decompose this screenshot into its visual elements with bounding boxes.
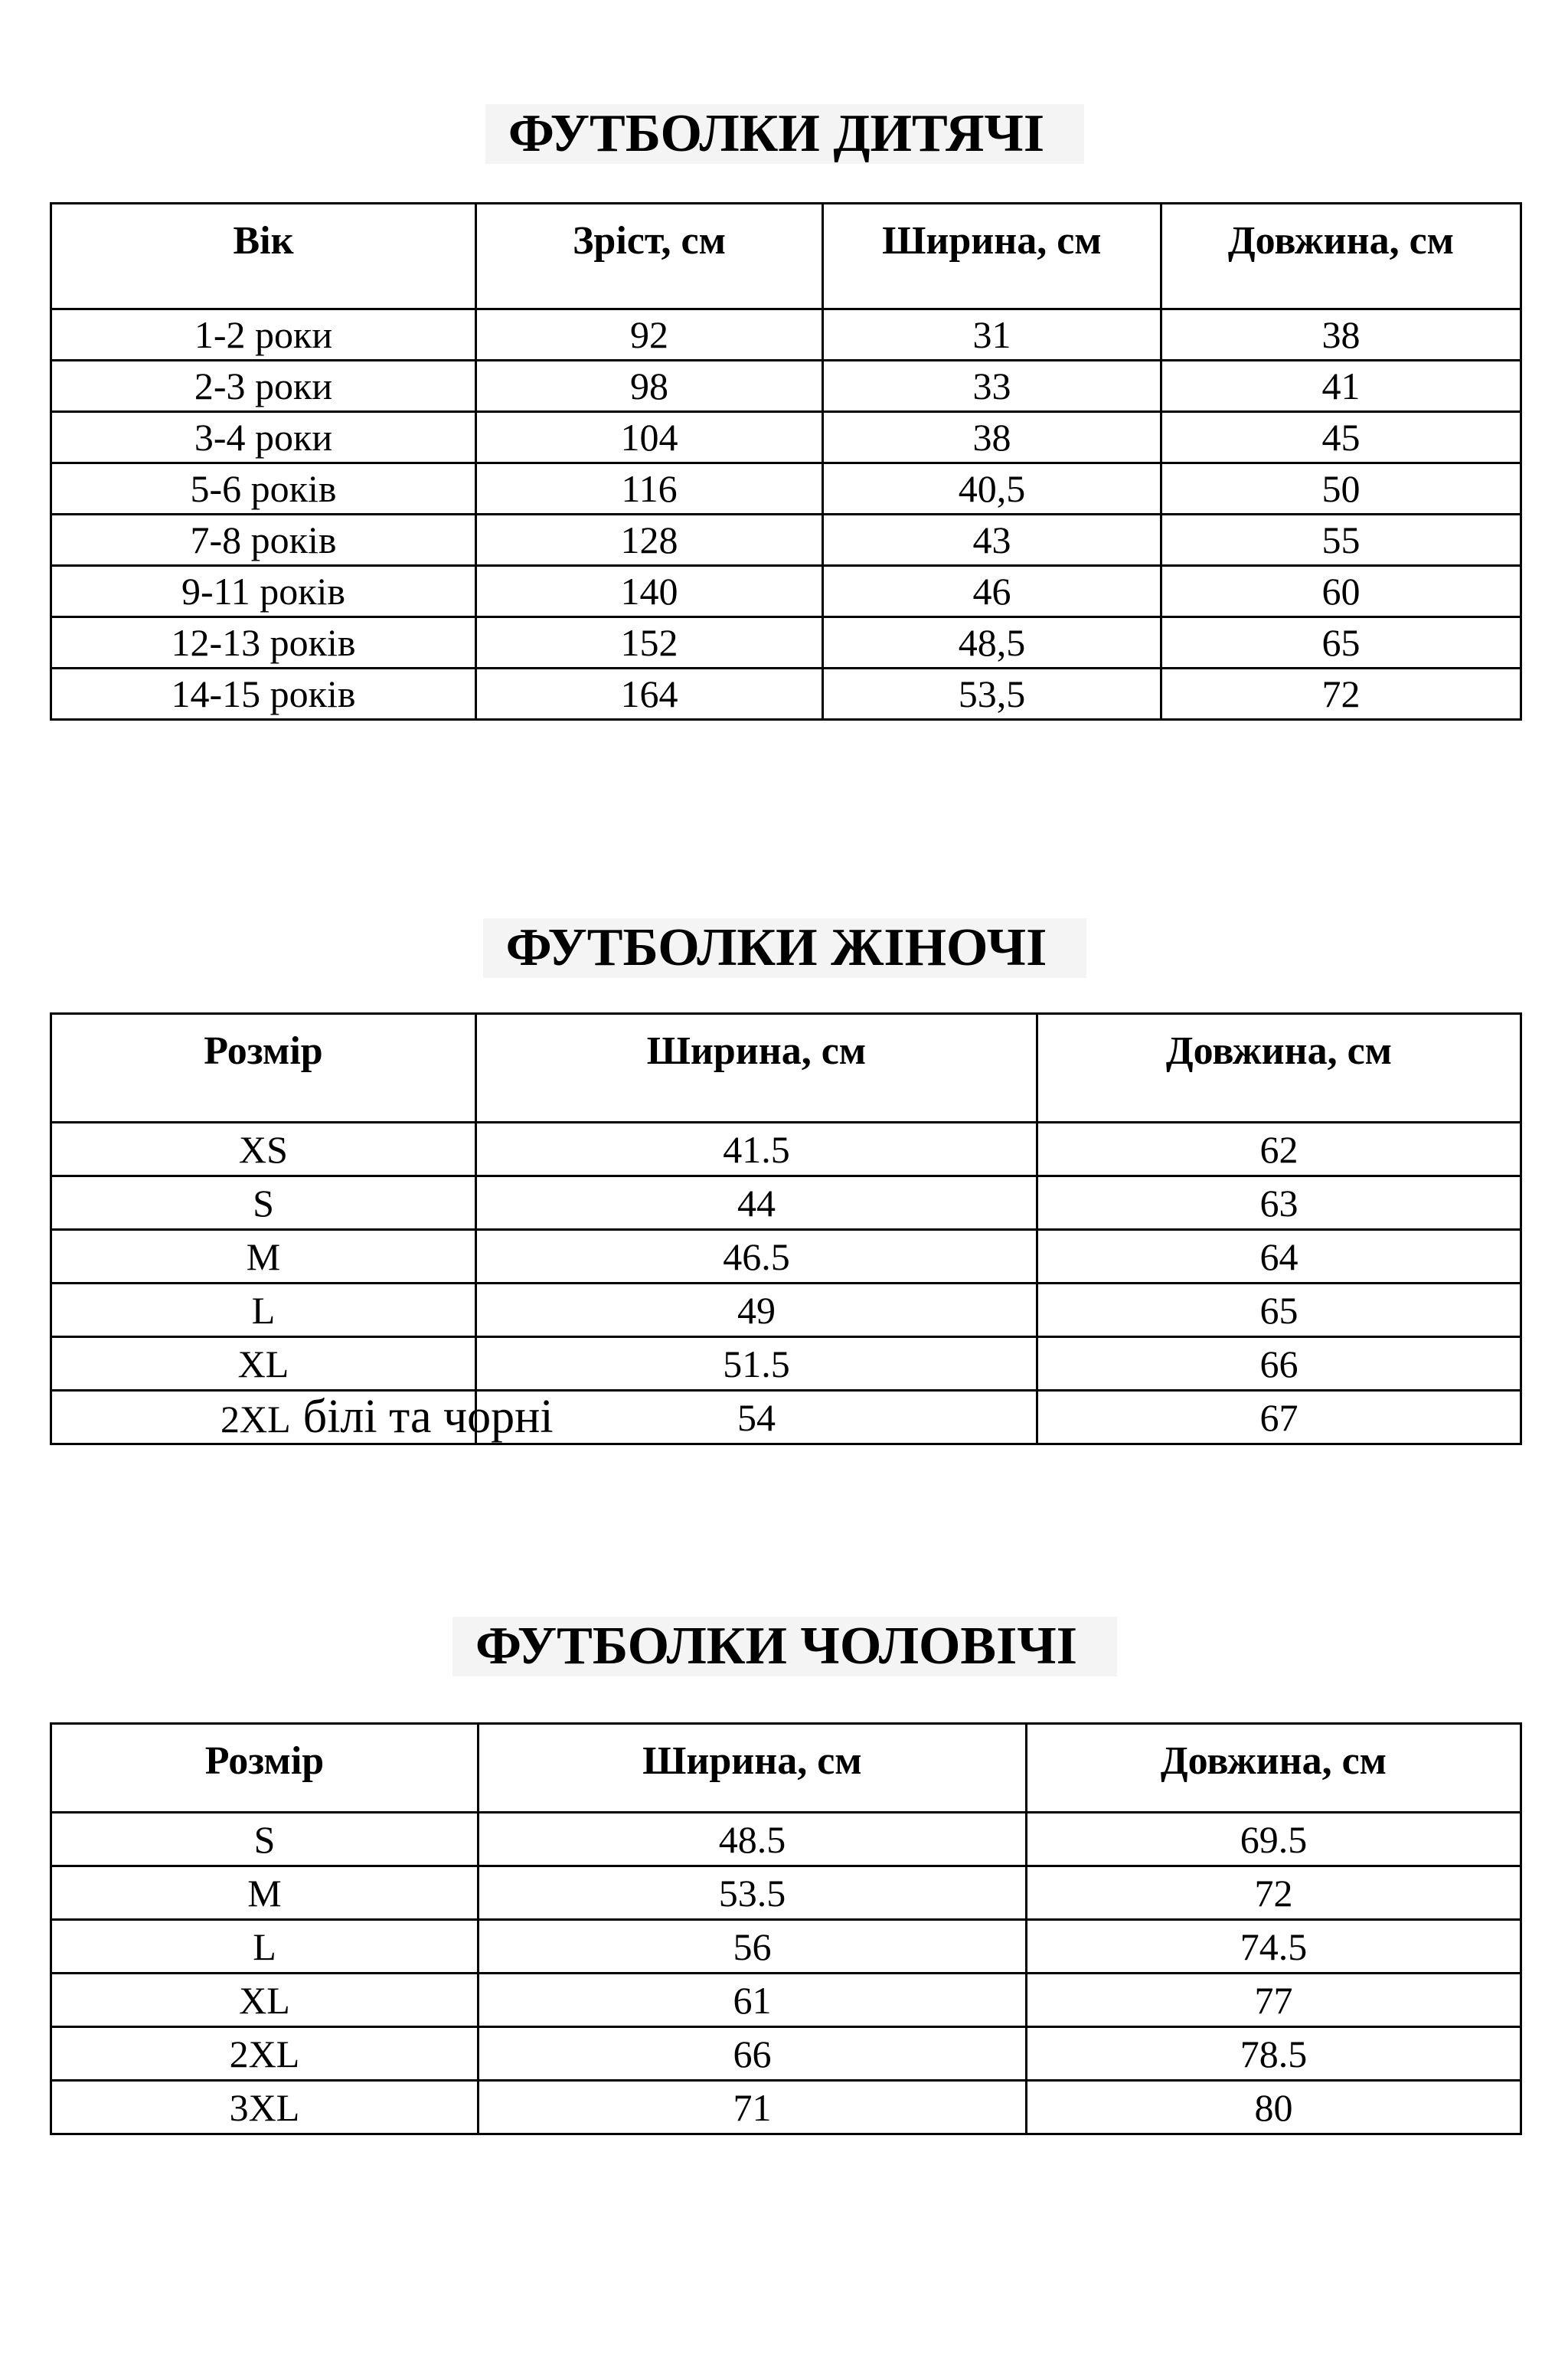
men-size-table bbox=[50, 1722, 1522, 2135]
header-row bbox=[51, 1014, 1521, 1123]
length-cell: 65 bbox=[1037, 1284, 1521, 1337]
width-cell: 51.5 bbox=[476, 1337, 1037, 1391]
size-cell: L bbox=[51, 1920, 479, 1974]
width-cell: 61 bbox=[479, 1974, 1027, 2027]
table-row bbox=[51, 1813, 1521, 1866]
length-cell: 66 bbox=[1037, 1337, 1521, 1391]
length-cell: 41 bbox=[1161, 361, 1521, 412]
table-row bbox=[51, 1337, 1521, 1391]
width-cell: 53.5 bbox=[479, 1866, 1027, 1920]
width-cell: 49 bbox=[476, 1284, 1037, 1337]
width-cell: 48.5 bbox=[479, 1813, 1027, 1866]
col-header-length: Довжина, см bbox=[1037, 1014, 1521, 1123]
size-2xl-label: 2XL bbox=[220, 1398, 291, 1441]
size-cell: XL bbox=[51, 1337, 476, 1391]
length-cell: 62 bbox=[1037, 1123, 1521, 1176]
col-header-height: Зріст, см bbox=[476, 204, 823, 309]
col-header-length: Довжина, см bbox=[1027, 1724, 1521, 1813]
height-cell: 116 bbox=[476, 463, 823, 515]
length-cell: 50 bbox=[1161, 463, 1521, 515]
length-cell: 64 bbox=[1037, 1230, 1521, 1284]
size-cell: M bbox=[51, 1230, 476, 1284]
length-cell: 72 bbox=[1027, 1866, 1521, 1920]
table-row bbox=[51, 1974, 1521, 2027]
length-cell: 38 bbox=[1161, 309, 1521, 361]
age-cell: 7-8 років bbox=[51, 515, 476, 566]
height-cell: 98 bbox=[476, 361, 823, 412]
width-cell: 46 bbox=[823, 566, 1161, 617]
table-row bbox=[51, 1391, 1521, 1444]
col-header-width: Ширина, см bbox=[476, 1014, 1037, 1123]
col-header-width: Ширина, см bbox=[823, 204, 1161, 309]
women-size-table bbox=[50, 1012, 1522, 1445]
table-row bbox=[51, 1866, 1521, 1920]
size-cell: 2XL bbox=[51, 2027, 479, 2081]
size-cell: XS bbox=[51, 1123, 476, 1176]
length-cell: 45 bbox=[1161, 412, 1521, 463]
height-cell: 104 bbox=[476, 412, 823, 463]
age-cell: 9-11 років bbox=[51, 566, 476, 617]
title-children: ФУТБОЛКИ ДИТЯЧІ bbox=[485, 104, 1084, 164]
size-cell: M bbox=[51, 1866, 479, 1920]
size-cell: S bbox=[51, 1176, 476, 1230]
age-cell: 12-13 років bbox=[51, 617, 476, 669]
colors-note-text: білі та чорні bbox=[302, 1391, 554, 1443]
size-cell-2xl-note bbox=[51, 1391, 554, 1444]
col-header-size: Розмір bbox=[51, 1724, 479, 1813]
table-row bbox=[51, 2027, 1521, 2081]
col-header-width: Ширина, см bbox=[479, 1724, 1027, 1813]
height-cell: 152 bbox=[476, 617, 823, 669]
length-cell: 67 bbox=[1037, 1391, 1521, 1444]
width-cell: 40,5 bbox=[823, 463, 1161, 515]
age-cell: 3-4 роки bbox=[51, 412, 476, 463]
height-cell: 164 bbox=[476, 669, 823, 720]
header-row bbox=[51, 1724, 1521, 1813]
section-children bbox=[50, 0, 1520, 164]
width-cell: 54 bbox=[476, 1391, 1037, 1444]
table-row bbox=[51, 566, 1521, 617]
height-cell: 140 bbox=[476, 566, 823, 617]
width-cell: 38 bbox=[823, 412, 1161, 463]
width-cell: 66 bbox=[479, 2027, 1027, 2081]
width-cell: 71 bbox=[479, 2081, 1027, 2134]
age-cell: 2-3 роки bbox=[51, 361, 476, 412]
width-cell: 43 bbox=[823, 515, 1161, 566]
length-cell: 72 bbox=[1161, 669, 1521, 720]
width-cell: 56 bbox=[479, 1920, 1027, 1974]
width-cell: 53,5 bbox=[823, 669, 1161, 720]
section-men bbox=[50, 1445, 1520, 1676]
size-cell: S bbox=[51, 1813, 479, 1866]
table-row bbox=[51, 1230, 1521, 1284]
table-row bbox=[51, 2081, 1521, 2134]
length-cell: 74.5 bbox=[1027, 1920, 1521, 1974]
age-cell: 14-15 років bbox=[51, 669, 476, 720]
size-cell: L bbox=[51, 1284, 476, 1337]
width-cell: 41.5 bbox=[476, 1123, 1037, 1176]
height-cell: 92 bbox=[476, 309, 823, 361]
height-cell: 128 bbox=[476, 515, 823, 566]
width-cell: 48,5 bbox=[823, 617, 1161, 669]
table-row bbox=[51, 463, 1521, 515]
title-women: ФУТБОЛКИ ЖІНОЧІ bbox=[483, 918, 1087, 978]
length-cell: 63 bbox=[1037, 1176, 1521, 1230]
table-row bbox=[51, 669, 1521, 720]
table-row bbox=[51, 1123, 1521, 1176]
table-row bbox=[51, 515, 1521, 566]
table-row bbox=[51, 1284, 1521, 1337]
header-row bbox=[51, 204, 1521, 309]
size-2xl-note-line bbox=[220, 1390, 554, 1446]
col-header-length: Довжина, см bbox=[1161, 204, 1521, 309]
length-cell: 60 bbox=[1161, 566, 1521, 617]
width-cell: 44 bbox=[476, 1176, 1037, 1230]
width-cell: 31 bbox=[823, 309, 1161, 361]
size-cell: XL bbox=[51, 1974, 479, 2027]
age-cell: 1-2 роки bbox=[51, 309, 476, 361]
table-row bbox=[51, 1920, 1521, 1974]
length-cell: 80 bbox=[1027, 2081, 1521, 2134]
section-women bbox=[50, 721, 1520, 978]
title-men: ФУТБОЛКИ ЧОЛОВІЧІ bbox=[452, 1617, 1117, 1676]
table-row bbox=[51, 361, 1521, 412]
length-cell: 78.5 bbox=[1027, 2027, 1521, 2081]
col-header-age: Вік bbox=[51, 204, 476, 309]
children-size-table bbox=[50, 202, 1522, 721]
length-cell: 77 bbox=[1027, 1974, 1521, 2027]
length-cell: 55 bbox=[1161, 515, 1521, 566]
age-cell: 5-6 років bbox=[51, 463, 476, 515]
table-row bbox=[51, 412, 1521, 463]
size-cell: 3XL bbox=[51, 2081, 479, 2134]
table-row bbox=[51, 1176, 1521, 1230]
length-cell: 65 bbox=[1161, 617, 1521, 669]
col-header-size: Розмір bbox=[51, 1014, 476, 1123]
table-row bbox=[51, 309, 1521, 361]
width-cell: 46.5 bbox=[476, 1230, 1037, 1284]
width-cell: 33 bbox=[823, 361, 1161, 412]
length-cell: 69.5 bbox=[1027, 1813, 1521, 1866]
table-row bbox=[51, 617, 1521, 669]
